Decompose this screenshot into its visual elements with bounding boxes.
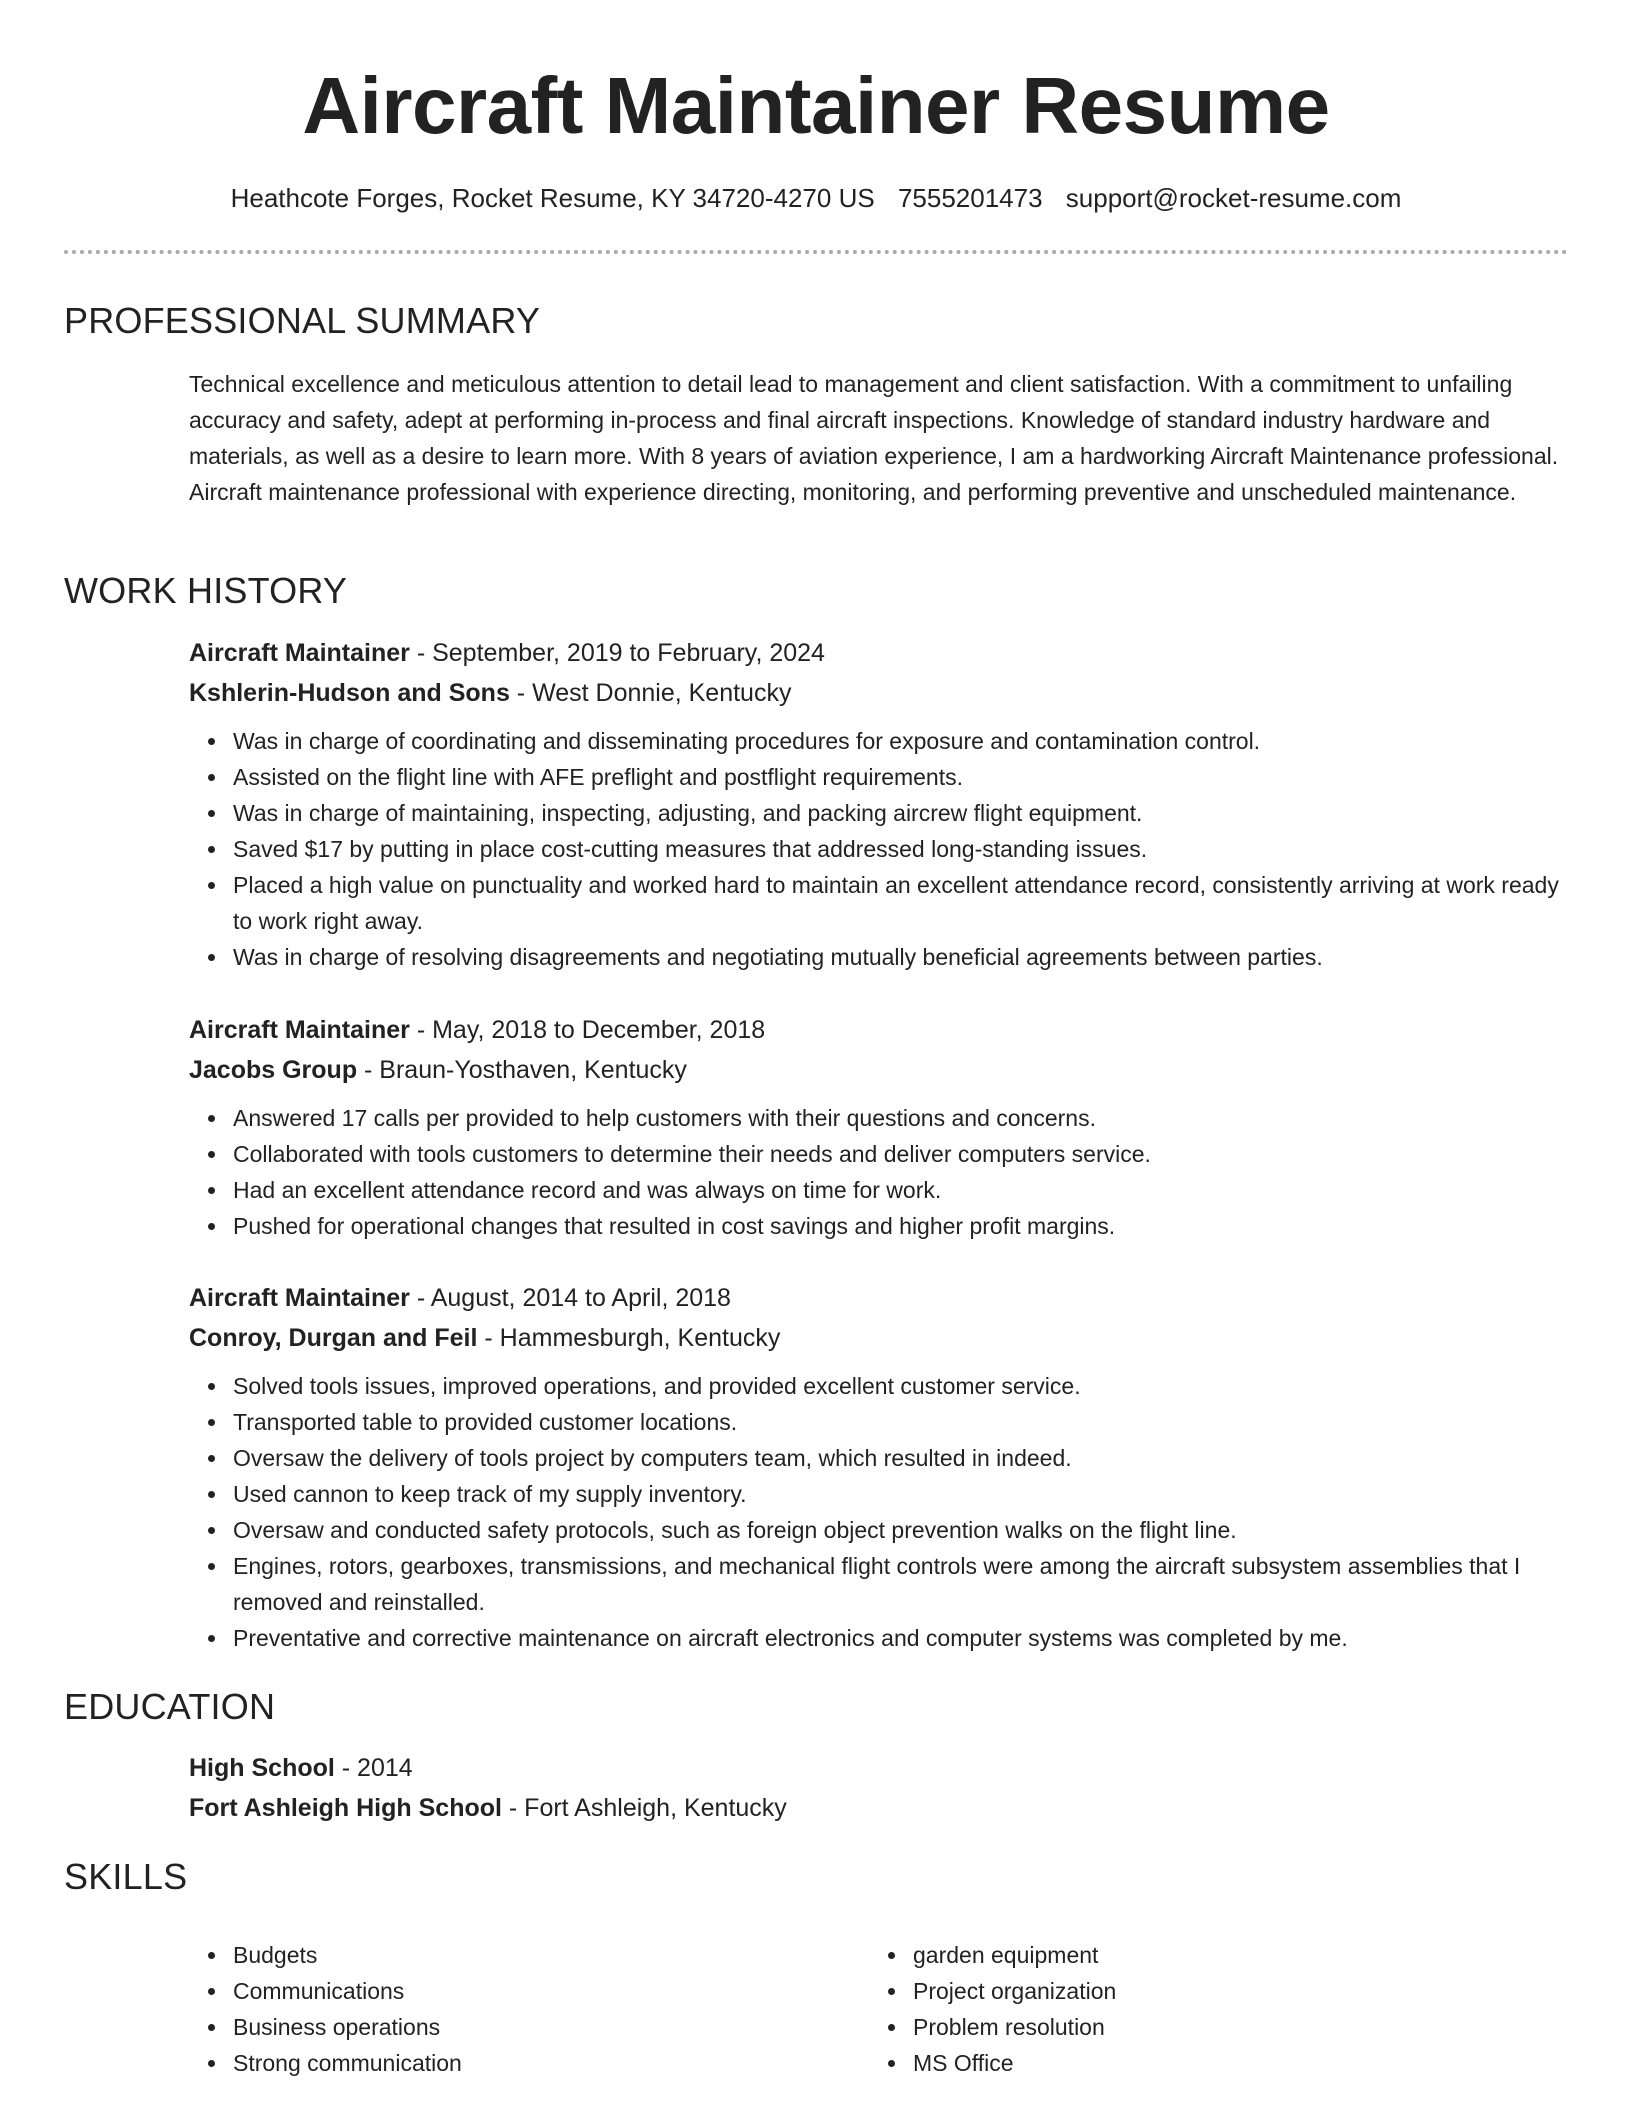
skill-item: Strong communication — [233, 2045, 873, 2081]
job-title-line — [189, 1278, 1569, 1318]
list-item: Preventative and corrective maintenance on aircraft electronics and computer systems was completed by me. — [233, 1620, 1569, 1656]
contact-info — [0, 178, 1632, 218]
list-item: Pushed for operational changes that resulted in cost savings and higher profit margins. — [233, 1208, 1569, 1244]
job-title-line — [189, 1010, 1569, 1050]
list-item: Collaborated with tools customers to determine their needs and deliver computers service. — [233, 1136, 1569, 1172]
job-dates: - August, 2014 to April, 2018 — [409, 1284, 731, 1312]
education-year: - 2014 — [334, 1754, 413, 1782]
job-title: Aircraft Maintainer — [189, 639, 410, 667]
education-school-line — [189, 1788, 1569, 1828]
summary-text: Technical excellence and meticulous attention to detail lead to management and client satisfaction. With a commitment to unfailing accuracy and safety, adept at performing in-process and final aircraft inspections. Knowledge of standard industry hardware and materials, as well as a desire to learn more. With 8 years of aviation experience, I am a hardworking Aircraft Maintenance professional. Aircraft maintenance professional with experience directing, monitoring, and performing preventive and unscheduled maintenance. — [189, 371, 1559, 505]
skill-item: MS Office — [913, 2045, 1553, 2081]
job-dates: - May, 2018 to December, 2018 — [409, 1016, 766, 1044]
summary-heading: PROFESSIONAL SUMMARY — [64, 300, 541, 341]
job-location: - Hammesburgh, Kentucky — [477, 1324, 781, 1352]
skills-column-right — [869, 1937, 1553, 2081]
education-heading: EDUCATION — [64, 1686, 276, 1727]
skill-item: Project organization — [913, 1973, 1553, 2009]
skill-item: Budgets — [233, 1937, 873, 1973]
job-title-line — [189, 633, 1569, 673]
education-degree-line — [189, 1748, 1569, 1788]
job-company-line — [189, 1050, 1569, 1090]
list-item: Had an excellent attendance record and was always on time for work. — [233, 1172, 1569, 1208]
list-item: Engines, rotors, gearboxes, transmissions, and mechanical flight controls were among the aircraft subsystem assemblies that I removed and reinstalled. — [233, 1548, 1569, 1620]
contact-email: support@rocket-resume.com — [1065, 183, 1402, 213]
education-school: Fort Ashleigh High School — [189, 1794, 502, 1822]
contact-address: Heathcote Forges, Rocket Resume, KY 34720-4270 US — [230, 183, 875, 213]
job-entry — [189, 633, 1569, 975]
list-item: Transported table to provided customer locations. — [233, 1404, 1569, 1440]
job-company: Conroy, Durgan and Feil — [189, 1324, 478, 1352]
job-location: - Braun-Yosthaven, Kentucky — [357, 1056, 687, 1084]
skills-heading: SKILLS — [64, 1856, 188, 1897]
job-bullets — [189, 723, 1569, 975]
job-dates: - September, 2019 to February, 2024 — [409, 639, 825, 667]
education-degree: High School — [189, 1754, 335, 1782]
job-company: Jacobs Group — [189, 1056, 358, 1084]
list-item: Saved $17 by putting in place cost-cutting measures that addressed long-standing issues. — [233, 831, 1569, 867]
job-location: - West Donnie, Kentucky — [509, 679, 792, 707]
job-bullets — [189, 1100, 1569, 1244]
list-item: Was in charge of maintaining, inspecting, adjusting, and packing aircrew flight equipment. — [233, 795, 1569, 831]
list-item: Oversaw and conducted safety protocols, such as foreign object prevention walks on the flight line. — [233, 1512, 1569, 1548]
job-entry — [189, 1010, 1569, 1244]
list-item: Was in charge of coordinating and disseminating procedures for exposure and contamination control. — [233, 723, 1569, 759]
job-title: Aircraft Maintainer — [189, 1284, 410, 1312]
education-entry — [189, 1748, 1569, 1828]
list-item: Used cannon to keep track of my supply inventory. — [233, 1476, 1569, 1512]
list-item: Assisted on the flight line with AFE preflight and postflight requirements. — [233, 759, 1569, 795]
education-location: - Fort Ashleigh, Kentucky — [501, 1794, 787, 1822]
job-company-line — [189, 673, 1569, 713]
job-entry — [189, 1278, 1569, 1656]
job-company: Kshlerin-Hudson and Sons — [189, 679, 510, 707]
skill-item: garden equipment — [913, 1937, 1553, 1973]
work-history-heading: WORK HISTORY — [64, 570, 348, 611]
job-company-line — [189, 1318, 1569, 1358]
skills-column-left — [189, 1937, 873, 2081]
list-item: Was in charge of resolving disagreements and negotiating mutually beneficial agreements between parties. — [233, 939, 1569, 975]
resume-title: Aircraft Maintainer Resume — [302, 61, 1330, 150]
list-item: Oversaw the delivery of tools project by computers team, which resulted in indeed. — [233, 1440, 1569, 1476]
skill-item: Problem resolution — [913, 2009, 1553, 2045]
skill-item: Communications — [233, 1973, 873, 2009]
job-bullets — [189, 1368, 1569, 1656]
header-divider — [64, 250, 1568, 254]
contact-phone: 7555201473 — [897, 183, 1043, 213]
list-item: Answered 17 calls per provided to help customers with their questions and concerns. — [233, 1100, 1569, 1136]
job-title: Aircraft Maintainer — [189, 1016, 410, 1044]
list-item: Solved tools issues, improved operations, and provided excellent customer service. — [233, 1368, 1569, 1404]
skill-item: Business operations — [233, 2009, 873, 2045]
list-item: Placed a high value on punctuality and worked hard to maintain an excellent attendance record, consistently arriving at work ready to work right away. — [233, 867, 1569, 939]
